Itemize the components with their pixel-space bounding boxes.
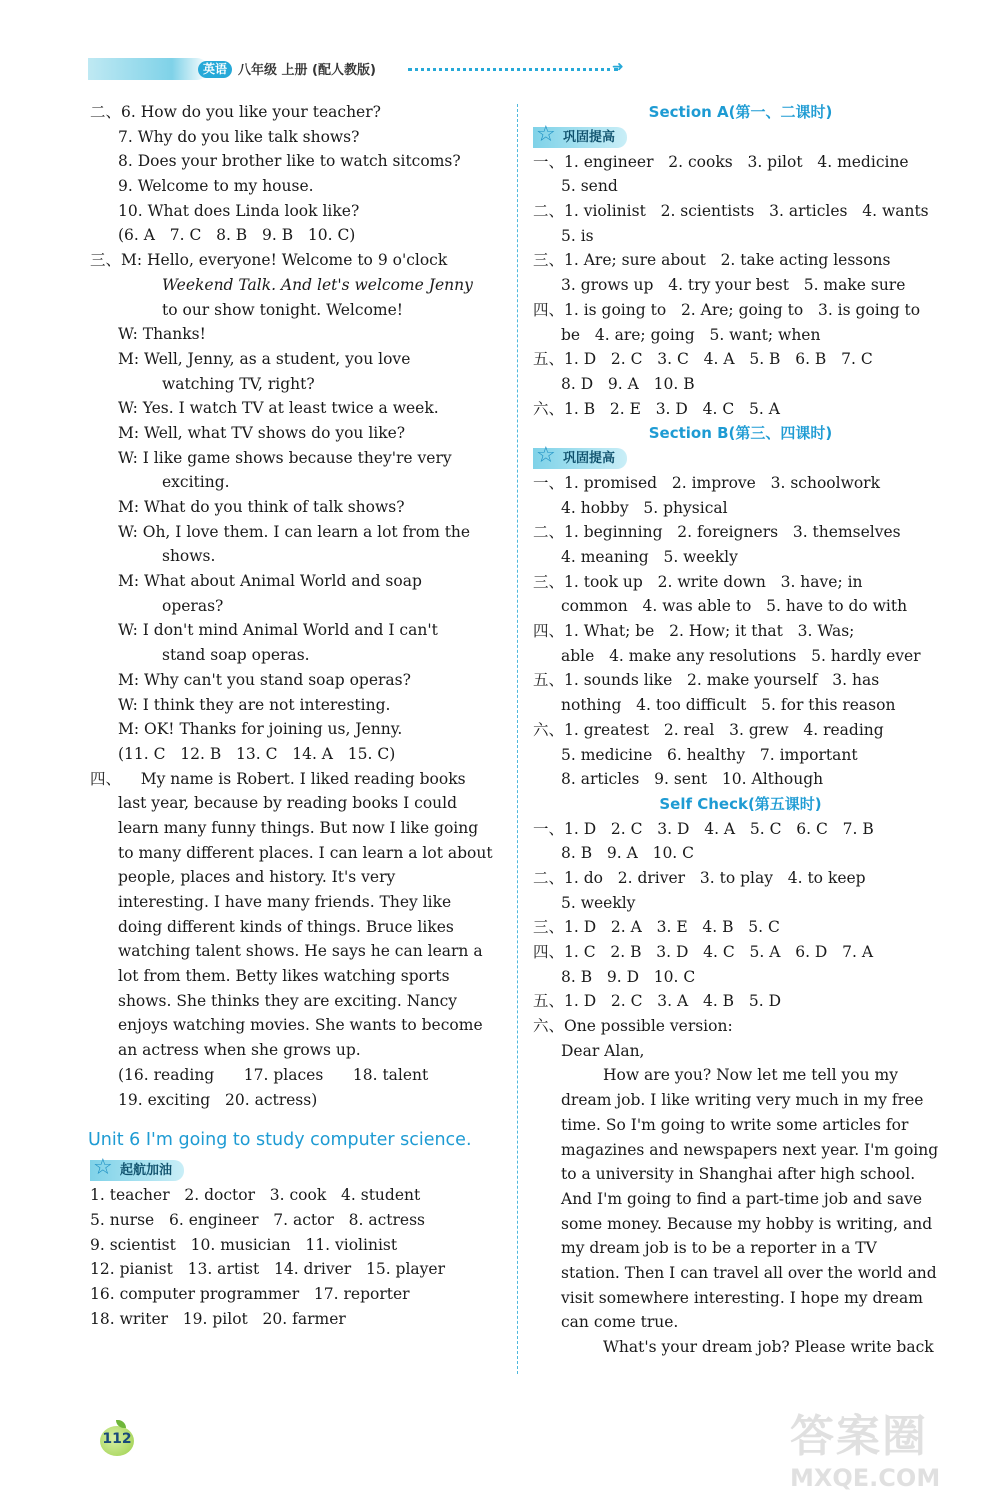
header-dotted-line bbox=[408, 68, 618, 71]
section-b-title: Section B(第三、四课时) bbox=[648, 424, 833, 443]
answer-line: 五、1. D 2. C 3. A 4. B 5. D bbox=[533, 992, 782, 1011]
part2-answers bbox=[90, 100, 510, 248]
passage-line: lot from them. Betty likes watching sports bbox=[118, 967, 450, 986]
answer-line: 16. computer programmer 17. reporter bbox=[90, 1284, 410, 1303]
dialogue-line: M: Why can't you stand soap operas? bbox=[118, 670, 411, 689]
letter-line: How are you? Now let me tell you my bbox=[603, 1066, 898, 1085]
dialogue-line: M: OK! Thanks for joining us, Jenny. bbox=[118, 720, 403, 739]
answer-line: be 4. are; going 5. want; when bbox=[561, 325, 821, 344]
answer-line: 7. Why do you like talk shows? bbox=[118, 127, 360, 146]
answer-line: 六、1. B 2. E 3. D 4. C 5. A bbox=[533, 399, 780, 418]
watermark-logo bbox=[790, 1400, 990, 1490]
unit-title: Unit 6 I'm going to study computer science. bbox=[88, 1130, 472, 1151]
section-badge bbox=[533, 121, 627, 148]
answer-line: 8. B 9. A 10. C bbox=[561, 844, 695, 863]
letter-line: And I'm going to find a part-time job and save bbox=[561, 1189, 923, 1208]
dialogue-line: M: What do you think of talk shows? bbox=[118, 498, 405, 516]
answer-line: 9. Welcome to my house. bbox=[118, 177, 314, 196]
dialogue-line: W: I don't mind Animal World and I can't bbox=[118, 621, 438, 640]
answer-line: 8. D 9. A 10. B bbox=[561, 374, 695, 393]
dialogue-line: shows. bbox=[162, 547, 216, 566]
passage-line: people, places and history. It's very bbox=[118, 868, 396, 887]
answer-line: 8. articles 9. sent 10. Although bbox=[561, 770, 824, 789]
unit-words bbox=[90, 1183, 510, 1331]
answer-line: 12. pianist 13. artist 14. driver 15. player bbox=[90, 1260, 446, 1279]
passage-line: watching talent shows. He says he can learn a bbox=[118, 942, 483, 961]
answer-line: 一、1. promised 2. improve 3. schoolwork bbox=[533, 473, 880, 492]
dialogue-line: M: Well, what TV shows do you like? bbox=[118, 423, 406, 442]
page-header bbox=[0, 50, 1000, 90]
answer-line: 二、1. do 2. driver 3. to play 4. to keep bbox=[533, 868, 866, 887]
letter-line: magazines and newspapers next year. I'm going bbox=[561, 1140, 939, 1159]
dialogue-line: 三、M: Hello, everyone! Welcome to 9 o'clock bbox=[90, 251, 448, 270]
answer-line: 六、1. greatest 2. real 3. grew 4. reading bbox=[533, 720, 884, 739]
answer-line: 四、1. is going to 2. Are; going to 3. is going to bbox=[533, 300, 921, 319]
section-a-answers bbox=[533, 150, 948, 422]
section-a-title: Section A(第一、二课时) bbox=[648, 103, 833, 121]
answer-line: 18. writer 19. pilot 20. farmer bbox=[90, 1309, 346, 1328]
answer-line: 四、1. What; be 2. How; it that 3. Was; bbox=[533, 622, 855, 641]
answer-line: 8. Does your brother like to watch sitcoms? bbox=[118, 152, 461, 171]
answer-line: 5. medicine 6. healthy 7. important bbox=[561, 745, 858, 764]
dialogue-line: M: Well, Jenny, as a student, you love bbox=[118, 349, 411, 368]
passage-line: last year, because by reading books I could bbox=[118, 794, 458, 813]
dialogue-line: exciting. bbox=[162, 473, 230, 492]
left-column bbox=[90, 100, 510, 1331]
subject-badge: 英语 bbox=[198, 61, 232, 78]
column-divider bbox=[517, 104, 518, 1374]
dialogue-line: W: I like game shows because they're very bbox=[118, 448, 452, 467]
passage-line: interesting. I have many friends. They like bbox=[118, 893, 452, 911]
section-b-answers bbox=[533, 471, 948, 792]
letter-line: visit somewhere interesting. I hope my dream bbox=[561, 1288, 923, 1307]
answer-line: 9. scientist 10. musician 11. violinist bbox=[90, 1235, 398, 1254]
dialogue-line: M: What about Animal World and soap bbox=[118, 572, 422, 591]
answer-line: 3. grows up 4. try your best 5. make sure bbox=[561, 276, 906, 295]
part3-dialogue bbox=[90, 248, 510, 766]
answer-line: 三、1. D 2. A 3. E 4. B 5. C bbox=[533, 918, 780, 937]
watermark-cn: 答案圈 bbox=[790, 1411, 928, 1462]
star-icon: ☆ bbox=[536, 121, 556, 147]
answer-line: (11. C 12. B 13. C 14. A 15. C) bbox=[118, 744, 396, 763]
star-icon: ☆ bbox=[93, 1155, 113, 1181]
letter-line: Dear Alan, bbox=[561, 1041, 645, 1060]
answer-line: 二、1. violinist 2. scientists 3. articles 4. wants bbox=[533, 202, 929, 221]
letter-line: to a university in Shanghai after high school. bbox=[561, 1165, 916, 1184]
letter-line: dream job. I like writing very much in my free bbox=[561, 1091, 924, 1110]
answer-line: (6. A 7. C 8. B 9. B 10. C) bbox=[118, 226, 356, 245]
answer-line: 二、6. How do you like your teacher? bbox=[90, 103, 381, 121]
dialogue-line: W: Thanks! bbox=[118, 325, 206, 344]
dialogue-line: W: Yes. I watch TV at least twice a week. bbox=[118, 399, 439, 418]
answer-line: 四、1. C 2. B 3. D 4. C 5. A 6. D 7. A bbox=[533, 943, 874, 961]
passage-line: 四、 My name is Robert. I liked reading books bbox=[90, 769, 466, 788]
passage-line: to many different places. I can learn a lot about bbox=[118, 843, 493, 862]
part4-passage bbox=[90, 767, 510, 1113]
letter-line: can come true. bbox=[561, 1313, 679, 1332]
badge-label: 巩固提高 bbox=[563, 129, 616, 145]
answer-line: 五、1. sounds like 2. make yourself 3. has bbox=[533, 671, 880, 690]
passage-line: an actress when she grows up. bbox=[118, 1041, 361, 1060]
answer-line: common 4. was able to 5. have to do with bbox=[561, 597, 908, 616]
letter-line: station. Then I can travel all over the world and bbox=[561, 1263, 937, 1282]
answer-line: 8. B 9. D 10. C bbox=[561, 967, 696, 986]
answer-line: 一、1. D 2. C 3. D 4. A 5. C 6. C 7. B bbox=[533, 819, 874, 838]
answer-line: 5. send bbox=[561, 177, 618, 196]
answer-line: 10. What does Linda look like? bbox=[118, 201, 360, 220]
watermark-en: MXQE.COM bbox=[790, 1464, 941, 1492]
dialogue-line: W: Oh, I love them. I can learn a lot from the bbox=[118, 522, 471, 541]
answer-line: 三、1. took up 2. write down 3. have; in bbox=[533, 572, 863, 591]
answer-line: 4. meaning 5. weekly bbox=[561, 548, 738, 566]
passage-line: enjoys watching movies. She wants to become bbox=[118, 1016, 483, 1035]
section-badge bbox=[533, 442, 627, 469]
badge-label: 巩固提高 bbox=[563, 450, 616, 466]
self-check-title: Self Check(第五课时) bbox=[659, 794, 822, 813]
letter-line: What's your dream job? Please write back bbox=[603, 1338, 934, 1356]
answer-line: 六、One possible version: bbox=[533, 1017, 733, 1036]
answer-line: nothing 4. too difficult 5. for this reason bbox=[561, 696, 896, 715]
header-decoration bbox=[88, 58, 208, 80]
dialogue-line: watching TV, right? bbox=[162, 374, 315, 393]
answer-line: 五、1. D 2. C 3. C 4. A 5. B 6. B 7. C bbox=[533, 350, 873, 369]
answer-line: 一、1. engineer 2. cooks 3. pilot 4. medicine bbox=[533, 152, 909, 171]
dialogue-line: stand soap operas. bbox=[162, 646, 310, 665]
self-check-answers bbox=[533, 817, 948, 1360]
letter-line: time. So I'm going to write some articles for bbox=[561, 1115, 909, 1134]
answer-line: 5. weekly bbox=[561, 893, 636, 912]
answer-line: able 4. make any resolutions 5. hardly ever bbox=[561, 646, 921, 665]
dialogue-line: Weekend Talk. And let's welcome Jenny bbox=[162, 275, 473, 294]
letter-line: my dream job is to be a reporter in a TV bbox=[561, 1239, 877, 1258]
passage-line: doing different kinds of things. Bruce likes bbox=[118, 917, 454, 936]
letter-line: some money. Because my hobby is writing, and bbox=[561, 1214, 933, 1233]
passage-line: shows. She thinks they are exciting. Nancy bbox=[118, 991, 458, 1010]
book-info: 八年级 上册 (配人教版) bbox=[238, 63, 376, 78]
passage-line: learn many funny things. But now I like going bbox=[118, 818, 479, 837]
right-column bbox=[533, 100, 948, 1360]
answer-line: 1. teacher 2. doctor 3. cook 4. student bbox=[90, 1186, 421, 1205]
answer-line: (16. reading 17. places 18. talent bbox=[118, 1065, 429, 1084]
answer-line: 5. is bbox=[561, 226, 594, 245]
dialogue-line: to our show tonight. Welcome! bbox=[162, 300, 403, 319]
dialogue-line: W: I think they are not interesting. bbox=[118, 695, 391, 714]
star-icon: ☆ bbox=[536, 442, 556, 468]
answer-line: 5. nurse 6. engineer 7. actor 8. actress bbox=[90, 1210, 426, 1229]
answer-line: 二、1. beginning 2. foreigners 3. themselves bbox=[533, 523, 901, 542]
arrow-icon: ➜ bbox=[612, 59, 624, 75]
badge-label: 起航加油 bbox=[120, 1163, 173, 1179]
answer-line: 三、1. Are; sure about 2. take acting lessons bbox=[533, 251, 891, 270]
page-number-text: 112 bbox=[102, 1431, 132, 1447]
answer-line: 19. exciting 20. actress) bbox=[118, 1090, 318, 1109]
answer-line: 4. hobby 5. physical bbox=[561, 498, 728, 517]
dialogue-line: operas? bbox=[162, 596, 224, 615]
page-number bbox=[98, 1422, 138, 1458]
section-badge bbox=[90, 1155, 184, 1181]
